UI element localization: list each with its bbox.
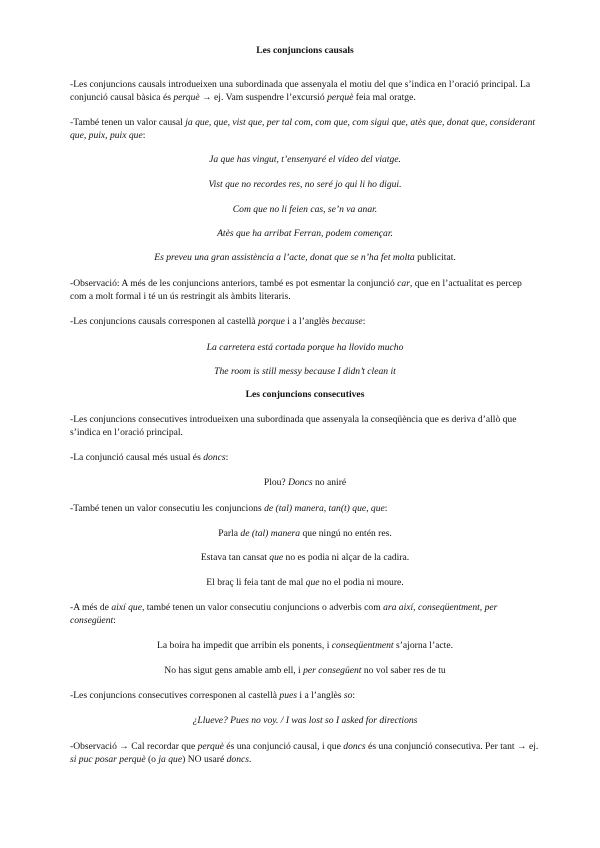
paragraph-doncs <box>70 451 540 464</box>
text: No has sigut gens amable amb ell, i <box>164 665 304 676</box>
text: Plou? <box>263 477 289 488</box>
text: Estava tan cansat <box>200 552 270 563</box>
text-italic: Vist que no recordes res, no seré jo qui li ho digui. <box>208 179 402 190</box>
text: El braç li feia tant de mal <box>206 577 306 588</box>
paragraph-causal-list <box>70 116 540 142</box>
text: i a l’anglès <box>296 690 344 701</box>
text-italic: doncs <box>203 452 226 463</box>
text: -Les conjuncions causals introdueixen una subordinada que assenyala el motiu del que s’indica en l’oració principal. La conjunció causal bàsica és <box>70 79 531 103</box>
text: no el podia ni moure. <box>319 577 404 588</box>
text: : <box>142 130 146 141</box>
text-italic: Com que no li feien cas, se’n va anar. <box>232 204 378 215</box>
example-sentence <box>70 639 540 652</box>
paragraph-observation-car <box>70 277 540 303</box>
text: feia mal oratge. <box>353 92 416 103</box>
text-italic: perquè <box>173 92 200 103</box>
text-italic: porque <box>258 316 285 327</box>
text-italic: Atès que ha arribat Ferran, podem començar. <box>217 228 393 239</box>
example-sentence <box>70 251 540 264</box>
paragraph-consecutive-intro: -Les conjuncions consecutives introdueixen una subordinada que assenyala la conseqüència que es deriva d’allò que s’indica en l’oració principal. <box>70 414 517 438</box>
text: -Les conjuncions consecutives corresponen al castellà <box>70 690 280 701</box>
example-sentence <box>70 227 540 240</box>
text-italic: Es preveu una gran assistència a l’acte, donat que se n’ha fet molta <box>154 252 415 263</box>
text: La boira ha impedit que arribin els ponents, i <box>157 640 332 651</box>
text-italic: conseqüentment <box>331 640 394 651</box>
text: : <box>352 690 356 701</box>
text: : <box>384 503 388 514</box>
example-sentence <box>70 476 540 489</box>
text: : <box>225 452 229 463</box>
text-italic: ja que <box>158 754 183 765</box>
paragraph-observation-final <box>70 740 540 766</box>
example-sentence <box>70 153 540 166</box>
text: que ningú no entén res. <box>300 528 392 539</box>
text-italic: La carretera está cortada porque ha llovido mucho <box>206 342 404 353</box>
text: -Observació: A més de les conjuncions anteriors, també es pot esmentar la conjunció <box>70 278 398 289</box>
text: : <box>362 316 366 327</box>
text: → ej. Vam suspendre l’excursió <box>199 92 328 103</box>
text: , també tenen un valor consecutiu conjuncions o adverbis com <box>141 602 384 613</box>
text-italic: que <box>269 552 284 563</box>
text-italic: pues <box>279 690 297 701</box>
text: , que en l’actualitat es percep com a molt formal i té un ús restringit als àmbits literaris. <box>70 278 522 302</box>
text: no vol saber res de tu <box>361 665 446 676</box>
example-sentence-spanish-english <box>70 714 540 727</box>
text-italic: per consegüent <box>303 665 362 676</box>
example-sentence <box>70 203 540 216</box>
text: -La conjunció causal més usual és <box>70 452 204 463</box>
text-italic: Ja que has vingut, t’ensenyaré el vídeo del viatge. <box>209 154 401 165</box>
text-italic: ¿Llueve? Pues no voy. / I was lost so I asked for directions <box>192 715 418 726</box>
example-sentence <box>70 576 540 589</box>
text-italic: perquè <box>327 92 354 103</box>
paragraph-aixi-que <box>70 601 540 627</box>
text: és una conjunció causal, i que <box>223 741 344 752</box>
paragraph-consecutive-list <box>70 502 540 515</box>
text: és una conjunció consecutiva. Per tant → ej. <box>365 741 539 752</box>
text: -A més de <box>70 602 112 613</box>
example-sentence <box>70 664 540 677</box>
text: (o <box>145 754 159 765</box>
text: -També tenen un valor consecutiu les conjuncions <box>70 503 265 514</box>
section-title-causals: Les conjuncions causals <box>256 45 354 56</box>
text-italic: ja que, que, vist que, per tal com, com que, com sigui que, atès que, donat que, considerant que, puix, puix que <box>70 117 536 141</box>
text-italic: així que <box>111 602 142 613</box>
text: i a l’anglès <box>284 316 332 327</box>
text-italic: so <box>343 690 353 701</box>
paragraph-causal-equivalents <box>70 315 540 328</box>
text: ) NO usaré <box>182 754 227 765</box>
paragraph-causal-intro <box>70 78 540 104</box>
text-italic: Doncs <box>288 477 313 488</box>
example-sentence-english <box>70 365 540 378</box>
example-sentence <box>70 551 540 564</box>
text-italic: The room is still messy because I didn’t clean it <box>214 366 396 377</box>
text: no es podia ni alçar de la cadira. <box>283 552 410 563</box>
text: s’ajorna l’acte. <box>393 640 453 651</box>
text: -També tenen un valor causal <box>70 117 186 128</box>
text: . <box>249 754 252 765</box>
text: publicitat. <box>414 252 456 263</box>
text-italic: doncs <box>226 754 249 765</box>
text-italic: que <box>305 577 320 588</box>
text: no aniré <box>312 477 347 488</box>
text: -Observació → Cal recordar que <box>70 741 198 752</box>
text-italic: de (tal) manera, tan(t) que, que <box>264 503 385 514</box>
text-italic: car <box>397 278 410 289</box>
text-italic: doncs <box>343 741 366 752</box>
example-sentence <box>70 527 540 540</box>
text-italic: ara així, conseqüentment, per consegüent <box>70 602 498 626</box>
paragraph-consecutive-equivalents <box>70 689 540 702</box>
text: : <box>113 615 116 626</box>
text: -Les conjuncions causals corresponen al castellà <box>70 316 259 327</box>
example-sentence-spanish <box>70 341 540 354</box>
text: Parla <box>218 528 241 539</box>
text-italic: si puc posar perquè <box>70 754 146 765</box>
text-italic: perquè <box>197 741 224 752</box>
text-italic: de (tal) manera <box>240 528 301 539</box>
section-title-consecutives: Les conjuncions consecutives <box>245 389 365 400</box>
example-sentence <box>70 178 540 191</box>
text-italic: because <box>331 316 363 327</box>
